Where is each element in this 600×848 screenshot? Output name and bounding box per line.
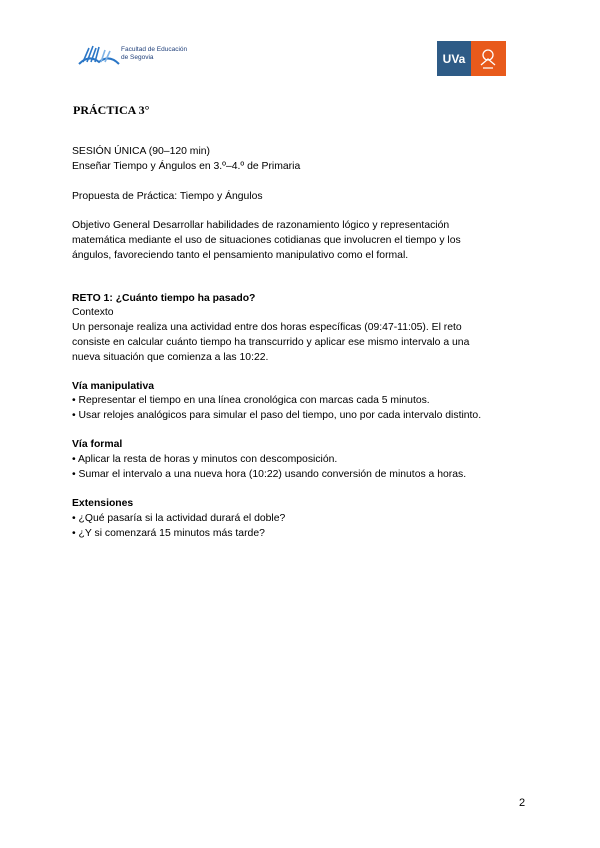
objective-line-2: matemática mediante el uso de situaciones cotidianas que involucren el tiempo y los [72,235,461,246]
list-item: • Usar relojes analógicos para simular el paso del tiempo, uno por cada intervalo distinto. [72,410,482,421]
reto-context-label: Contexto [72,307,114,318]
faculty-logo-text: Facultad de Educación de Segovia [121,46,188,61]
uva-logo-text: UVa [437,41,471,76]
reto-context-line-1: Un personaje realiza una actividad entre dos horas específicas (09:47-11:05). El reto [72,322,462,333]
list-item: • Representar el tiempo en una línea cronológica con marcas cada 5 minutos. [72,395,430,406]
reto-heading: RETO 1: ¿Cuánto tiempo ha pasado? [72,293,256,304]
uva-emblem-icon [471,41,506,76]
proposal-line: Propuesta de Práctica: Tiempo y Ángulos [72,191,263,202]
objective-line-3: ángulos, favoreciendo tanto el pensamiento manipulativo como el formal. [72,250,409,261]
page-title: PRÁCTICA 3° [73,103,150,117]
page-number: 2 [519,797,526,809]
extensiones-heading: Extensiones [72,498,134,509]
book-wings-icon [77,42,121,70]
via-formal-heading: Vía formal [72,439,123,450]
session-line-1: SESIÓN ÚNICA (90–120 min) [72,146,211,157]
session-line-2: Enseñar Tiempo y Ángulos en 3.º–4.º de Primaria [72,161,301,172]
via-manipulativa-heading: Vía manipulativa [72,381,154,392]
list-item: • ¿Y si comenzará 15 minutos más tarde? [72,528,265,539]
reto-context-line-3: nueva situación que comienza a las 10:22. [72,352,269,363]
list-item: • ¿Qué pasaría si la actividad durará el doble? [72,513,286,524]
faculty-logo [77,42,207,70]
reto-context-line-2: consiste en calcular cuánto tiempo ha transcurrido y aplicar ese mismo intervalo a una [72,337,470,348]
uva-emblem [471,41,506,76]
list-item: • Sumar el intervalo a una nueva hora (10:22) usando conversión de minutos a horas. [72,469,467,480]
list-item: • Aplicar la resta de horas y minutos con descomposición. [72,454,338,465]
uva-logo [437,41,506,76]
objective-line-1: Objetivo General Desarrollar habilidades de razonamiento lógico y representación [72,220,450,231]
